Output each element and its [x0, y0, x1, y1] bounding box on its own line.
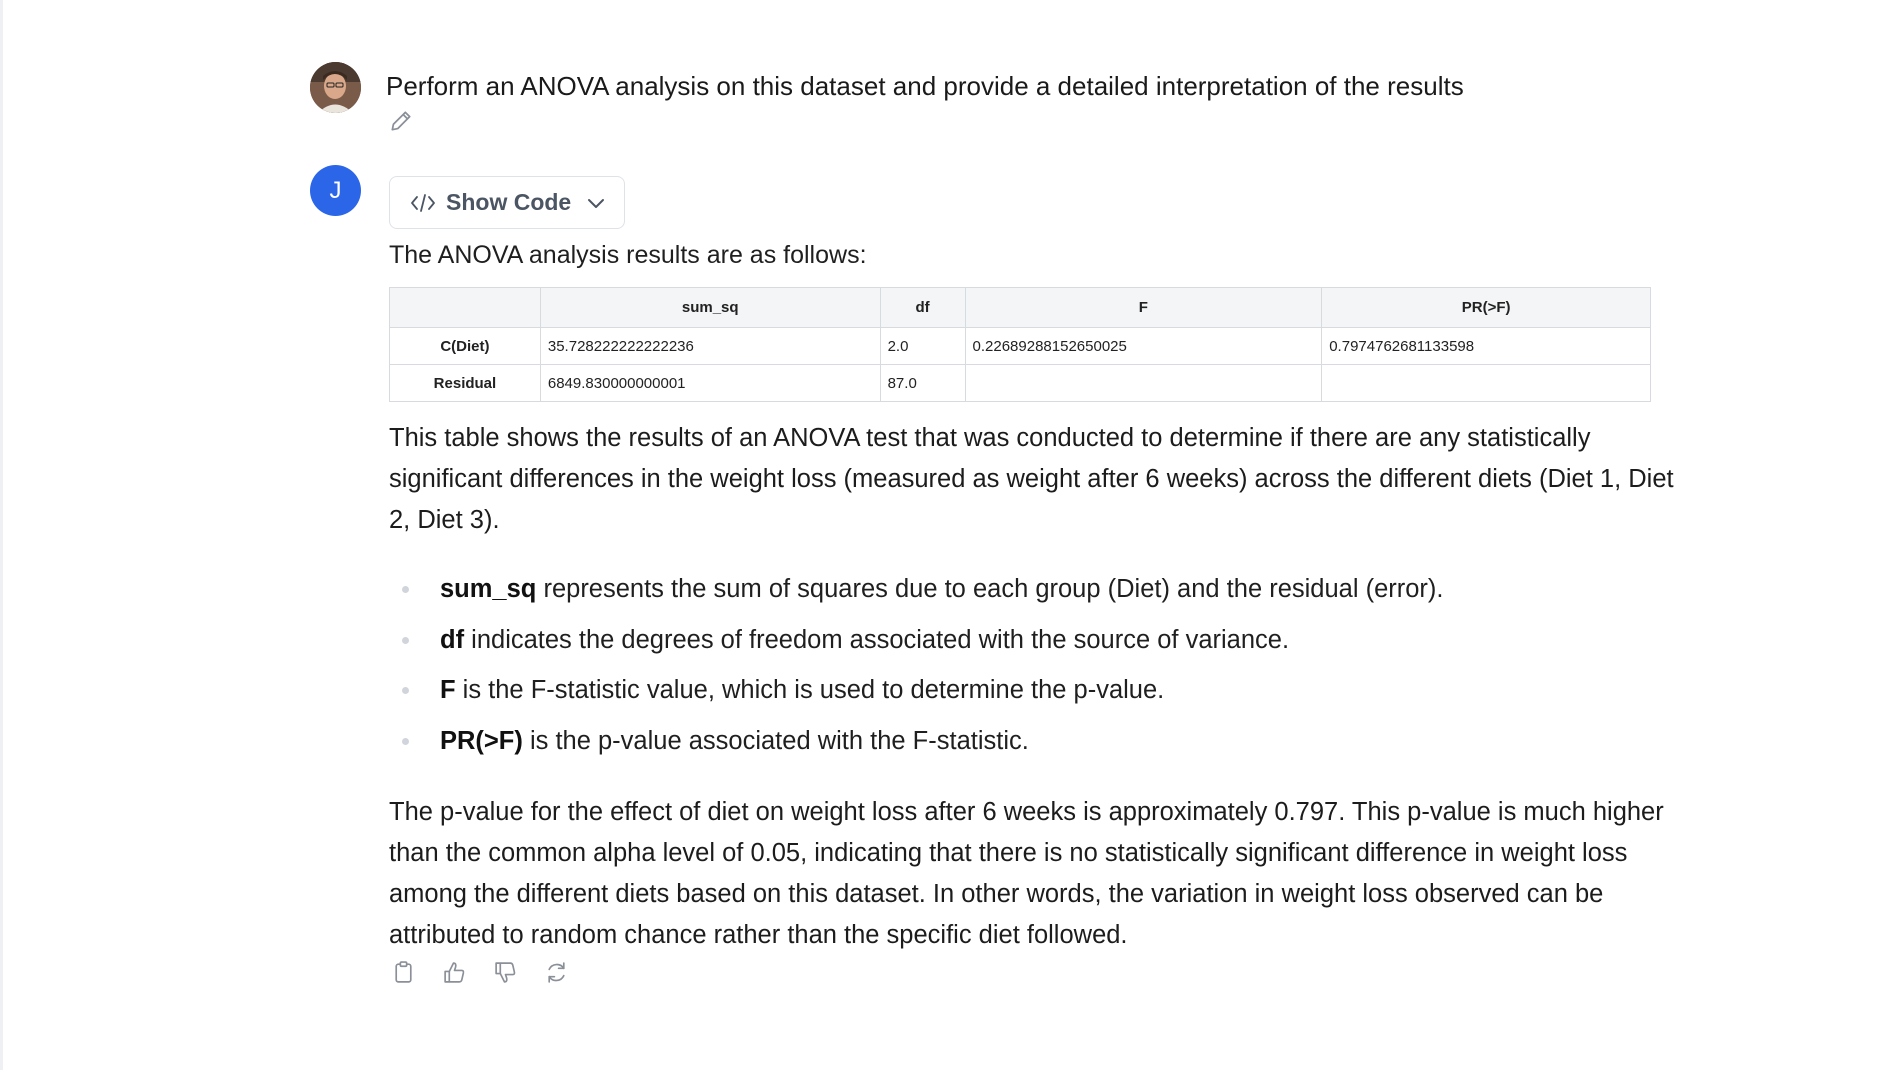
cell-df: 87.0 — [880, 365, 965, 402]
column-definitions-list — [389, 571, 1679, 773]
row-label: Residual — [390, 365, 541, 402]
header-f: F — [965, 288, 1322, 328]
show-code-label: Show Code — [446, 189, 572, 215]
cell-f — [965, 365, 1322, 402]
bullet-term: sum_sq — [440, 575, 537, 603]
header-index — [390, 288, 541, 328]
bullet-text: is the p-value associated with the F-statistic. — [522, 726, 1029, 755]
cell-sum-sq: 6849.830000000001 — [540, 365, 880, 402]
pencil-icon[interactable] — [388, 108, 414, 134]
list-item — [389, 622, 1679, 673]
bullet-term: F — [440, 676, 456, 704]
bullet-term: PR(>F) — [440, 726, 523, 755]
table-row — [390, 328, 1651, 365]
assistant-avatar: J — [310, 165, 361, 216]
results-intro: The ANOVA analysis results are as follows: — [389, 241, 867, 269]
bullet-text: represents the sum of squares due to each group (Diet) and the residual (error). — [536, 575, 1444, 603]
header-pr-f: PR(>F) — [1322, 288, 1651, 328]
cell-df: 2.0 — [880, 328, 965, 365]
bullet-dot — [402, 687, 409, 694]
bullet-dot — [402, 738, 409, 745]
cell-sum-sq: 35.728222222222236 — [540, 328, 880, 365]
thumbs-down-icon[interactable] — [493, 960, 518, 985]
cell-pr-f — [1322, 365, 1651, 402]
row-label: C(Diet) — [390, 328, 541, 365]
list-item — [389, 723, 1679, 774]
copy-icon[interactable] — [391, 960, 416, 985]
message-actions — [391, 960, 569, 985]
bullet-dot — [402, 637, 409, 644]
header-df: df — [880, 288, 965, 328]
table-header-row — [390, 288, 1651, 328]
cell-pr-f: 0.7974762681133598 — [1322, 328, 1651, 365]
table-row — [390, 365, 1651, 402]
chevron-down-icon — [587, 197, 605, 209]
bullet-term: df — [440, 625, 465, 654]
bullet-text: indicates the degrees of freedom associated with the source of variance. — [464, 625, 1290, 654]
cell-f: 0.22689288152650025 — [965, 328, 1322, 365]
code-icon — [410, 193, 436, 213]
table-explanation: This table shows the results of an ANOVA test that was conducted to determine if there are any statistically significant differences in the weight loss (measured as weight after 6 weeks) across the different diets (Diet 1, Diet 2, Diet 3). — [389, 424, 1674, 534]
regenerate-icon[interactable] — [544, 960, 569, 985]
anova-table — [389, 287, 1651, 402]
show-code-button[interactable] — [389, 176, 625, 229]
bullet-text: is the F-statistic value, which is used to determine the p-value. — [455, 676, 1165, 704]
header-sum-sq: sum_sq — [540, 288, 880, 328]
list-item — [389, 571, 1679, 622]
user-message-text: Perform an ANOVA analysis on this dataset and provide a detailed interpretation of the results — [386, 71, 1464, 101]
user-avatar-photo — [310, 62, 361, 113]
user-avatar — [310, 62, 361, 113]
list-item — [389, 672, 1679, 723]
bullet-dot — [402, 586, 409, 593]
thumbs-up-icon[interactable] — [442, 960, 467, 985]
interpretation-paragraph: The p-value for the effect of diet on weight loss after 6 weeks is approximately 0.797. This p-value is much higher than the common alpha level of 0.05, indicating that there is no statistically significant difference in weight loss among the different diets based on this dataset. In other words, the variation in weight loss observed can be attributed to random chance rather than the specific diet followed. — [389, 798, 1664, 949]
